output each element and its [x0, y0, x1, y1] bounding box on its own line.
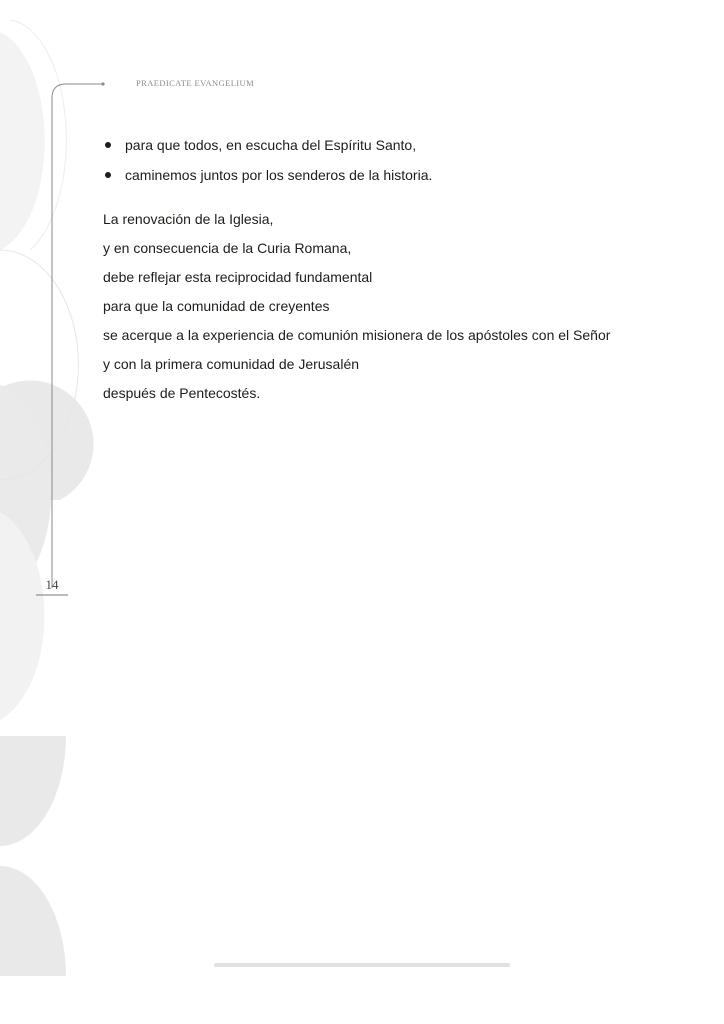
footer-bar [214, 963, 510, 967]
paragraph-line: después de Pentecostés. [103, 385, 261, 401]
running-header: PRAEDICATE EVANGELIUM [136, 78, 255, 88]
paragraph-line: y en consecuencia de la Curia Romana, [103, 240, 352, 256]
page-number: 14 [45, 577, 59, 592]
decorative-arcs [0, 20, 94, 976]
margin-rule [52, 84, 102, 588]
bullet-text: para que todos, en escucha del Espíritu Santo, [125, 137, 417, 153]
body-paragraph [103, 207, 610, 410]
bullet-text: caminemos juntos por los senderos de la historia. [125, 167, 433, 183]
bullet-dot-icon [105, 142, 111, 148]
rule-end-dot [101, 82, 104, 85]
paragraph-line: para que la comunidad de creyentes [103, 298, 330, 314]
paragraph-line: La renovación de la Iglesia, [103, 211, 274, 227]
paragraph-line: debe reflejar esta reciprocidad fundamental [103, 269, 373, 285]
bullet-dot-icon [105, 172, 111, 178]
paragraph-line: y con la primera comunidad de Jerusalén [103, 356, 360, 372]
paragraph-line: se acerque a la experiencia de comunión misionera de los apóstoles con el Señor [103, 327, 611, 343]
